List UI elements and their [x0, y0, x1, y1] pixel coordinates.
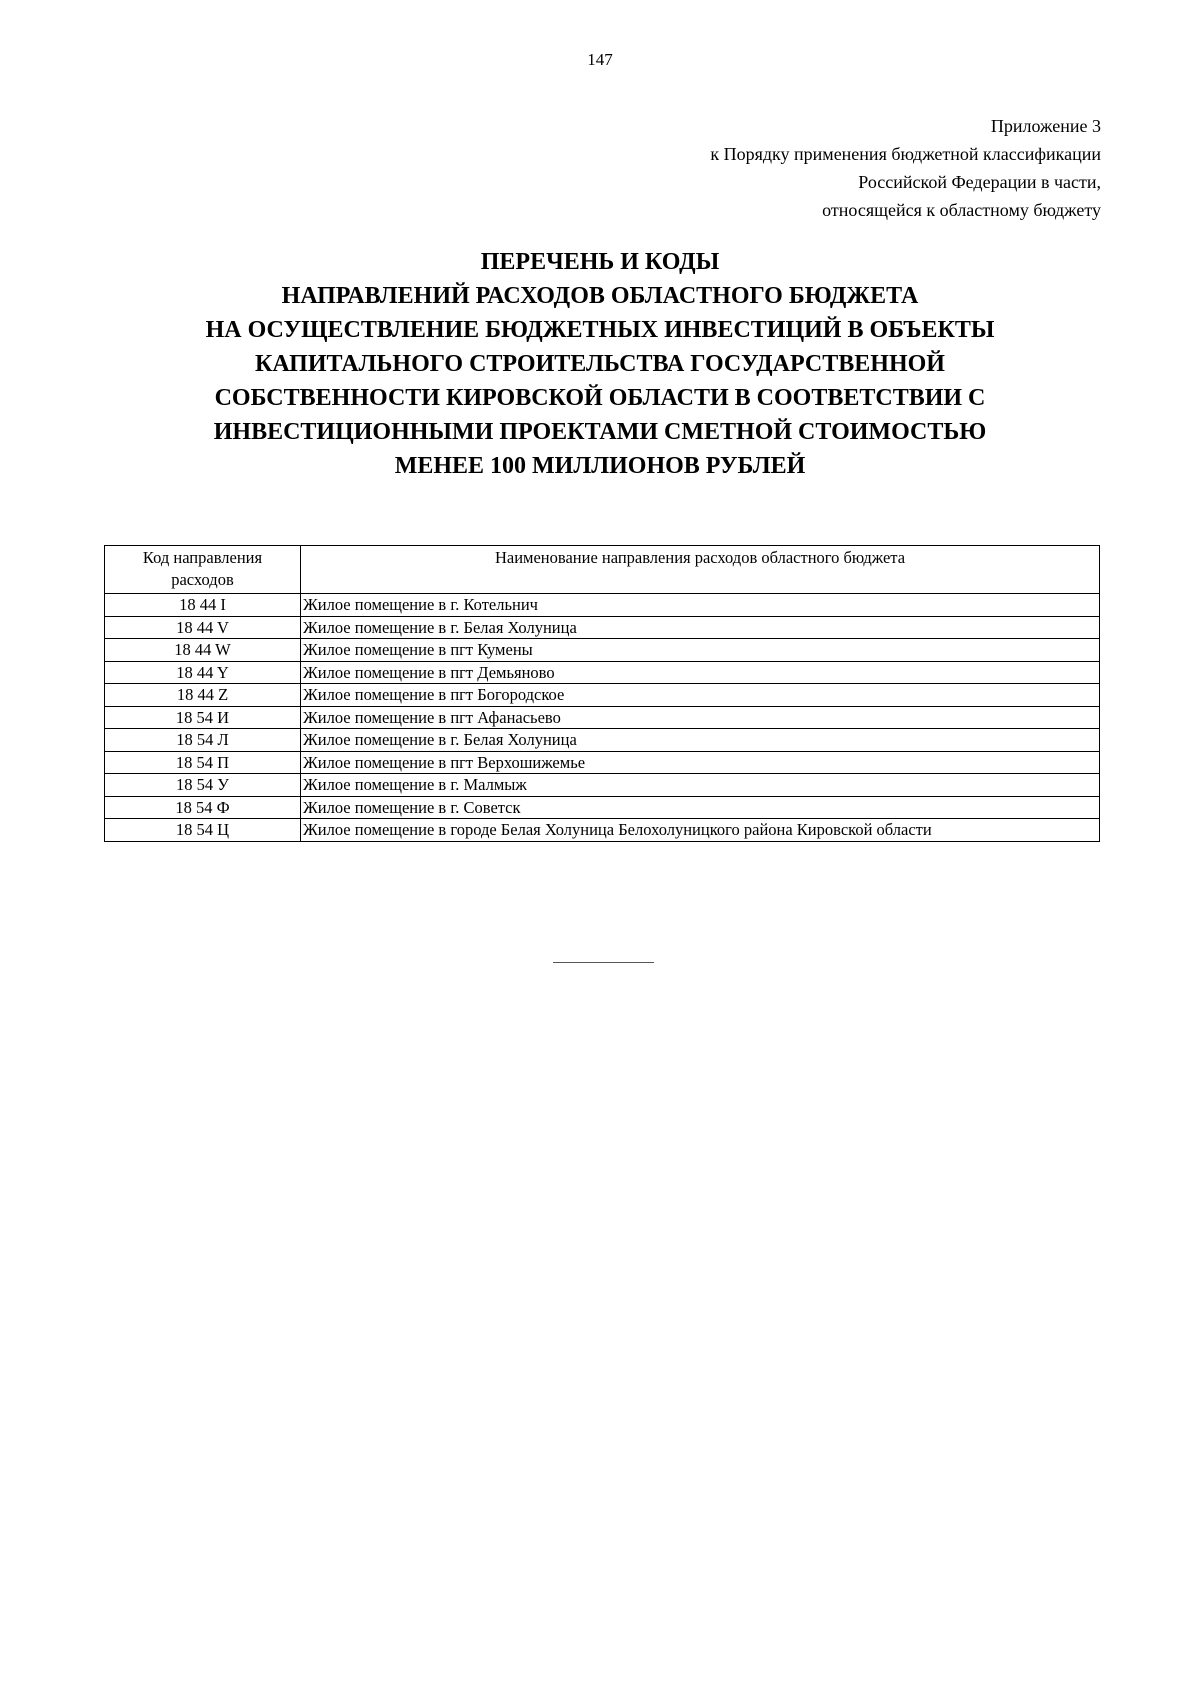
title-line: НАПРАВЛЕНИЙ РАСХОДОВ ОБЛАСТНОГО БЮДЖЕТА — [281, 283, 919, 309]
title-line: НА ОСУЩЕСТВЛЕНИЕ БЮДЖЕТНЫХ ИНВЕСТИЦИЙ В ОБЪЕКТЫ — [205, 317, 995, 343]
title-line: ИНВЕСТИЦИОННЫМИ ПРОЕКТАМИ СМЕТНОЙ СТОИМОСТЬЮ — [213, 419, 987, 445]
table-row — [105, 706, 1100, 729]
table-row — [105, 594, 1100, 617]
table-row — [105, 639, 1100, 662]
table-body — [105, 594, 1100, 842]
cell-name: Жилое помещение в пгт Афанасьево — [301, 706, 1100, 729]
cell-name: Жилое помещение в г. Белая Холуница — [301, 729, 1100, 752]
table-row — [105, 616, 1100, 639]
document-title — [100, 245, 1100, 483]
expense-codes-table — [104, 545, 1100, 842]
table-row — [105, 751, 1100, 774]
appendix-line: относящейся к областному бюджету — [822, 200, 1101, 220]
cell-code: 18 44 W — [105, 639, 301, 662]
cell-code: 18 54 Ф — [105, 796, 301, 819]
table-row — [105, 729, 1100, 752]
cell-code: 18 44 I — [105, 594, 301, 617]
cell-name: Жилое помещение в г. Белая Холуница — [301, 616, 1100, 639]
cell-code: 18 54 И — [105, 706, 301, 729]
cell-name: Жилое помещение в пгт Верхошижемье — [301, 751, 1100, 774]
header-code-line: Код направления — [142, 548, 263, 567]
table-row — [105, 774, 1100, 797]
appendix-reference — [710, 112, 1101, 224]
title-line: СОБСТВЕННОСТИ КИРОВСКОЙ ОБЛАСТИ В СООТВЕТСТВИИ С — [214, 385, 986, 411]
title-line: КАПИТАЛЬНОГО СТРОИТЕЛЬСТВА ГОСУДАРСТВЕННОЙ — [255, 351, 945, 377]
cell-name: Жилое помещение в г. Советск — [301, 796, 1100, 819]
appendix-line: Российской Федерации в части, — [858, 172, 1101, 192]
header-name: Наименование направления расходов областного бюджета — [301, 546, 1100, 594]
header-code-line: расходов — [171, 570, 234, 589]
cell-code: 18 44 Z — [105, 684, 301, 707]
cell-code: 18 54 Ц — [105, 819, 301, 842]
cell-name: Жилое помещение в пгт Кумены — [301, 639, 1100, 662]
appendix-line: к Порядку применения бюджетной классификации — [710, 144, 1101, 164]
cell-code: 18 54 Л — [105, 729, 301, 752]
appendix-line: Приложение 3 — [990, 116, 1101, 136]
page-number: 147 — [587, 50, 613, 69]
cell-code: 18 54 У — [105, 774, 301, 797]
cell-name: Жилое помещение в г. Котельнич — [301, 594, 1100, 617]
cell-name: Жилое помещение в г. Малмыж — [301, 774, 1100, 797]
cell-name: Жилое помещение в пгт Демьяново — [301, 661, 1100, 684]
table-row — [105, 661, 1100, 684]
table-row — [105, 796, 1100, 819]
table-header-row — [105, 546, 1100, 594]
header-code — [105, 546, 301, 594]
end-separator-line — [553, 962, 654, 963]
table-row — [105, 819, 1100, 842]
cell-code: 18 54 П — [105, 751, 301, 774]
cell-code: 18 44 V — [105, 616, 301, 639]
cell-code: 18 44 Y — [105, 661, 301, 684]
table-row — [105, 684, 1100, 707]
cell-name: Жилое помещение в городе Белая Холуница Белохолуницкого района Кировской области — [301, 819, 1100, 842]
title-line: МЕНЕЕ 100 МИЛЛИОНОВ РУБЛЕЙ — [394, 453, 806, 479]
cell-name: Жилое помещение в пгт Богородское — [301, 684, 1100, 707]
title-line: ПЕРЕЧЕНЬ И КОДЫ — [480, 249, 720, 275]
